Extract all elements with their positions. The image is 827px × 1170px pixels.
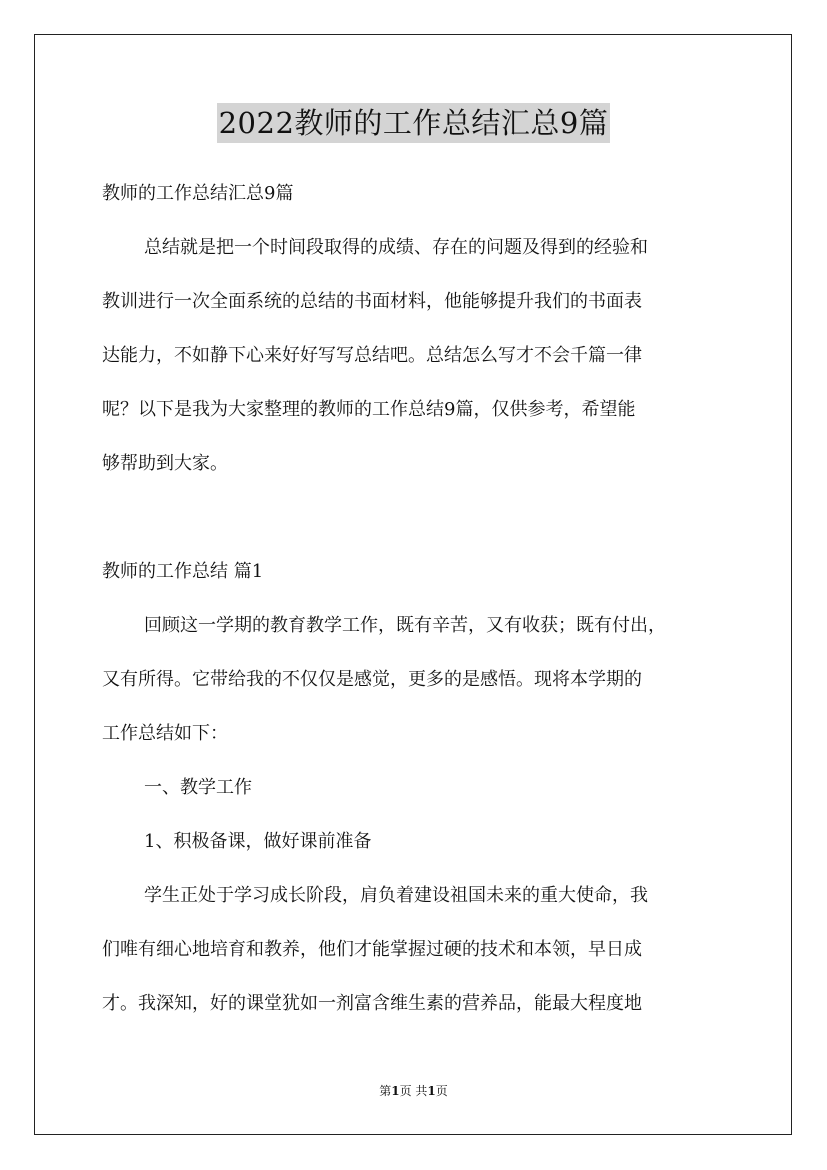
intro-line: 呢？以下是我为大家整理的教师的工作总结9篇，仅供参考，希望能 [102,399,636,420]
footer-page-mid: 页 共 [399,1084,428,1098]
intro-line: 教训进行一次全面系统的总结的书面材料，他能够提升我们的书面表 [102,291,642,312]
body-line: 才。我深知，好的课堂犹如一剂富含维生素的营养品，能最大程度地 [102,993,642,1014]
intro-line: 够帮助到大家。 [102,453,228,474]
subtitle: 教师的工作总结汇总9篇 [102,183,294,204]
section-intro-line: 回顾这一学期的教育教学工作，既有辛苦，又有收获；既有付出， [144,615,666,636]
intro-line: 总结就是把一个时间段取得的成绩、存在的问题及得到的经验和 [144,237,648,258]
document-body [102,176,730,1022]
document-title: 2022教师的工作总结汇总9篇 [217,103,611,143]
body-line: 学生正处于学习成长阶段，肩负着建设祖国未来的重大使命，我 [144,885,648,906]
page-footer [0,1082,827,1099]
section-intro-line: 又有所得。它带给我的不仅仅是感觉，更多的是感悟。现将本学期的 [102,669,642,690]
heading-lesson-prep: 1、积极备课，做好课前准备 [144,831,372,852]
footer-page-suffix: 页 [435,1084,448,1098]
section-heading: 教师的工作总结 篇1 [102,561,264,582]
body-line: 们唯有细心地培育和教养，他们才能掌握过硬的技术和本领，早日成 [102,939,642,960]
section-intro-line: 工作总结如下： [102,723,228,744]
footer-page-number: 1 [391,1084,400,1098]
intro-line: 达能力，不如静下心来好好写写总结吧。总结怎么写才不会千篇一律 [102,345,642,366]
footer-page-total: 1 [427,1084,436,1098]
footer-page-prefix: 第 [379,1084,392,1098]
heading-teaching-work: 一、教学工作 [144,777,252,798]
title-wrap [0,103,827,143]
